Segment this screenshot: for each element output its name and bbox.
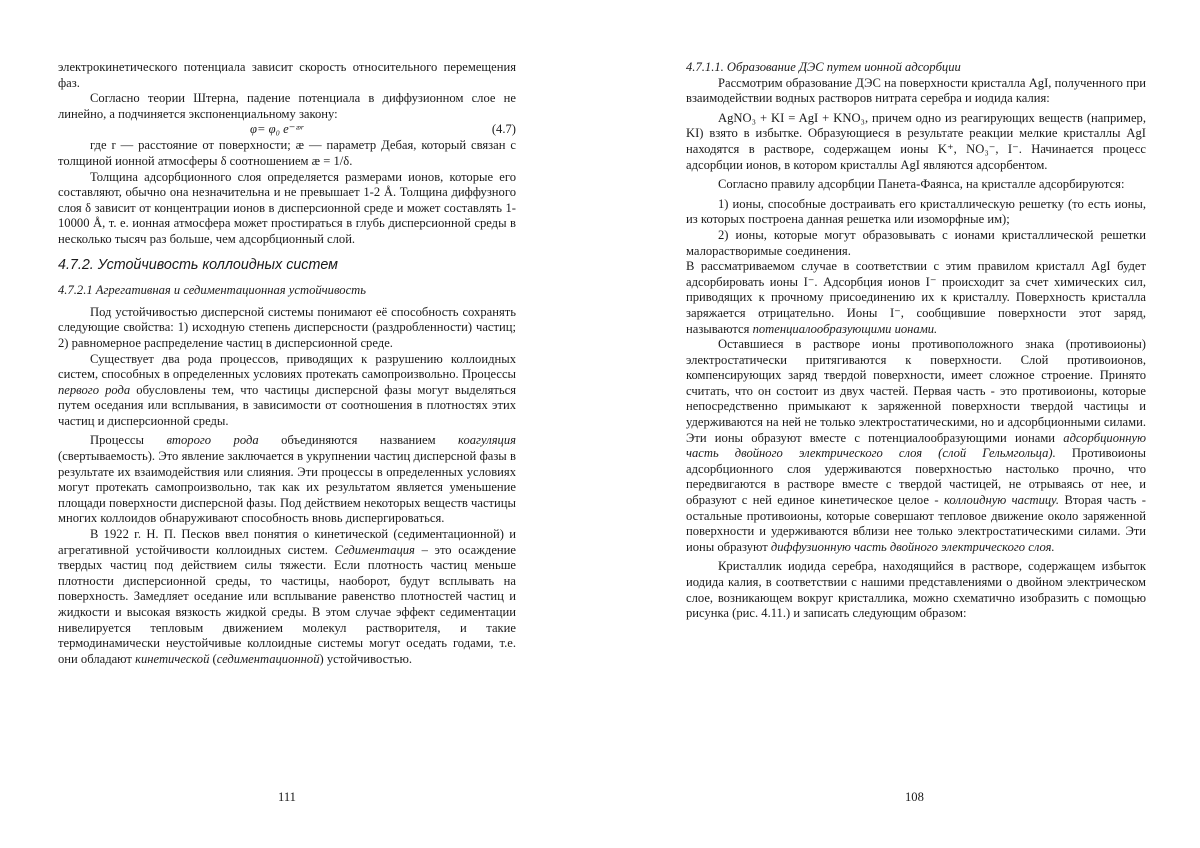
paragraph: Рассмотрим образование ДЭС на поверхности кристалла AgI, полученного при взаимодействии водных растворов нитрата серебра и иодида калия: [686,75,1146,106]
page-number: 108 [905,790,924,804]
italic-term: первого рода [58,382,131,397]
text-run: (свертываемость). Это явление заключается в укрупнении частиц дисперсной фазы в результате их взаимодействия или слияния. Эти процессы в определенных условиях могут протекать самопроизвольно, так как их результатом является уменьшение площади поверхности дисперсной фазы. Под действием некоторых веществ частицы многих коллоидов обнаруживают способность вновь диспергироваться. [58,449,516,526]
text-run: Оставшиеся в растворе ионы противоположного знака (противоионы) электростатически притягиваются к поверхности. Слой противоионов, компенсирующих заряд твердой поверхности, имеет сложное строение. Принято считать, что он состоит из двух частей. Первая часть - это противоионы, которые непосредственно примыкают к заряженной поверхности твердой частицы и удерживаются на ней не только электростатическими, но и адсорбционными силами. Эти ионы образуют вместе с потенциалообразующими ионами [686,337,1146,445]
reaction-equation: AgNO₃ + KI = AgI + KNO₃ [718,110,865,125]
subsection-title: 4.7.2.1 Агрегативная и седиментационная устойчивость [58,283,366,298]
text-run: ( [209,651,217,666]
italic-term: кинетической [135,651,210,666]
list-item: 2) ионы, которые могут образовывать с ионами кристаллической решетки малорастворимые соединения. [686,227,1146,258]
italic-term: адсорбционную часть двойного электрического слоя (слой Гельмгольца). [686,430,1146,461]
italic-term: диффузионную часть двойного электрического слоя. [770,539,1055,554]
text-run: Процессы [90,433,167,448]
paragraph: Под устойчивостью дисперсной системы понимают её способность сохранять следующие свойства: 1) исходную степень дисперсности (раздробленности) частиц; 2) равномерное распределение частиц в дисперсионной среде. [58,304,516,350]
paragraph: Толщина адсорбционного слоя определяется размерами ионов, которые его составляют, обычно она незначительна и не превышает 1-2 Å. Толщина диффузного слоя δ зависит от концентрации ионов в дисперсионной среде и может составлять 1-10000 Å, т. е. ионная атмосфера может простираться в глубь дисперсионной среды в несколько тысяч раз больше, чем адсорбционный слой. [58,169,516,246]
text-run: В 1922 г. Н. П. Песков ввел понятия о кинетической (седиментационной) и агрегативной устойчивости коллоидных систем. [58,527,516,557]
paragraph: электрокинетического потенциала зависит скорость относительного перемещения фаз. [58,60,516,90]
text-run: ) устойчивостью. [319,651,413,666]
italic-term: коллоидную частицу. [944,493,1060,508]
page-number: 111 [278,790,296,804]
text-run: – это осаждение твердых частиц под действием силы тяжести. Если плотность частиц меньше плотности дисперсионной среды, то частицы, наоборот, будут всплывать на поверхность. Замедляет оседание или всплывание равенство плотностей частиц и жидкости и высокая вязкость жидкой среды. В этом случае эффект седиментации нивелируется тепловым движением молекул растворителя, и такие термодинамически неустойчивые коллоидные системы могут оседать годами, т.е. они обладают [58,542,516,666]
text-run: Противоионы адсорбционного слоя удерживаются поверхностью настолько прочно, что передвигаются в растворе вместе с твердой частицей, не отрываясь от нее, и образуют с ней единое кинетическое целое - [686,446,1146,508]
equation-number: (4.7) [491,122,516,137]
text-run: объединяются названием [258,433,459,448]
italic-term: Седиментация [334,542,415,557]
paragraph [58,433,516,527]
equation-line [58,122,516,138]
paragraph: Согласно теории Штерна, падение потенциала в диффузионном слое не линейно, а подчиняется экспоненциальному закону: [58,91,516,121]
text-run: обусловлены тем, что частицы дисперсной фазы могут выделяться путем оседания или всплывания, в зависимости от соотношения в плотностях этих частиц и дисперсионной среды. [58,382,516,428]
italic-term: седиментационной [216,651,320,666]
italic-term: коагуляция [458,433,516,448]
list-item: 1) ионы, способные достраивать его кристаллическую решетку (то есть ионы, из которых построена данная решетка или изоморфные им); [686,196,1146,227]
paragraph [686,259,1146,337]
text-run: Существует два рода процессов, приводящих к разрушению коллоидных систем, способных в определенных условиях протекать самопроизвольно. Процессы [58,351,516,382]
italic-term: второго рода [166,433,259,448]
paragraph: Согласно правилу адсорбции Панета-Фаянса, на кристалле адсорбируются: [718,177,1125,192]
equation: φ= φ₀ e⁻ᵆʳ [250,122,304,137]
text-run: Вторая часть - остальные противоионы, которые совершают тепловое движение около заряженной поверхности и удерживаются вблизи нее только электростатическими силами. Эти ионы образуют [686,493,1146,554]
section-title: 4.7.2. Устойчивость коллоидных систем [58,256,338,273]
paragraph [58,352,516,430]
paragraph: Кристаллик иодида серебра, находящийся в растворе, содержащем избыток иодида калия, в соответствии с нашими представлениями о двойном электрическом слое, возникающем вокруг кристаллика, можно схематично изобразить с помощью рисунка (рис. 4.11.) и записать следующим образом: [686,559,1146,621]
paragraph [686,111,1146,173]
paragraph: где r — расстояние от поверхности; æ — параметр Дебая, который связан с толщиной ионной атмосферы δ соотношением æ = 1/δ. [58,138,516,168]
text-run: , причем одно из реагирующих веществ (например, KI) взято в избытке. Образующиеся в результате реакции мелкие кристаллы AgI находятся в растворе, содержащем ионы K⁺, NO₃⁻, I⁻. Начинается процесс адсорбции ионов, в котором кристаллы AgI являются адсорбентом. [686,110,1146,172]
paragraph [58,527,516,667]
right-page [686,60,1146,622]
left-page [58,60,516,667]
subsection-title: 4.7.1.1. Образование ДЭС путем ионной адсорбции [686,60,961,74]
italic-term: потенциалообразующими ионами. [752,321,938,336]
text-run: В рассматриваемом случае в соответствии с этим правилом кристалл AgI будет адсорбировать ионы I⁻. Адсорбция ионов I⁻ происходит за счет химических сил, приводящих к прочному присоединению их к кристаллу. Поверхность кристалла заряжается отрицательно. Ионы I⁻, сообщившие поверхности этот заряд, называются [686,259,1146,336]
paragraph [686,337,1146,555]
